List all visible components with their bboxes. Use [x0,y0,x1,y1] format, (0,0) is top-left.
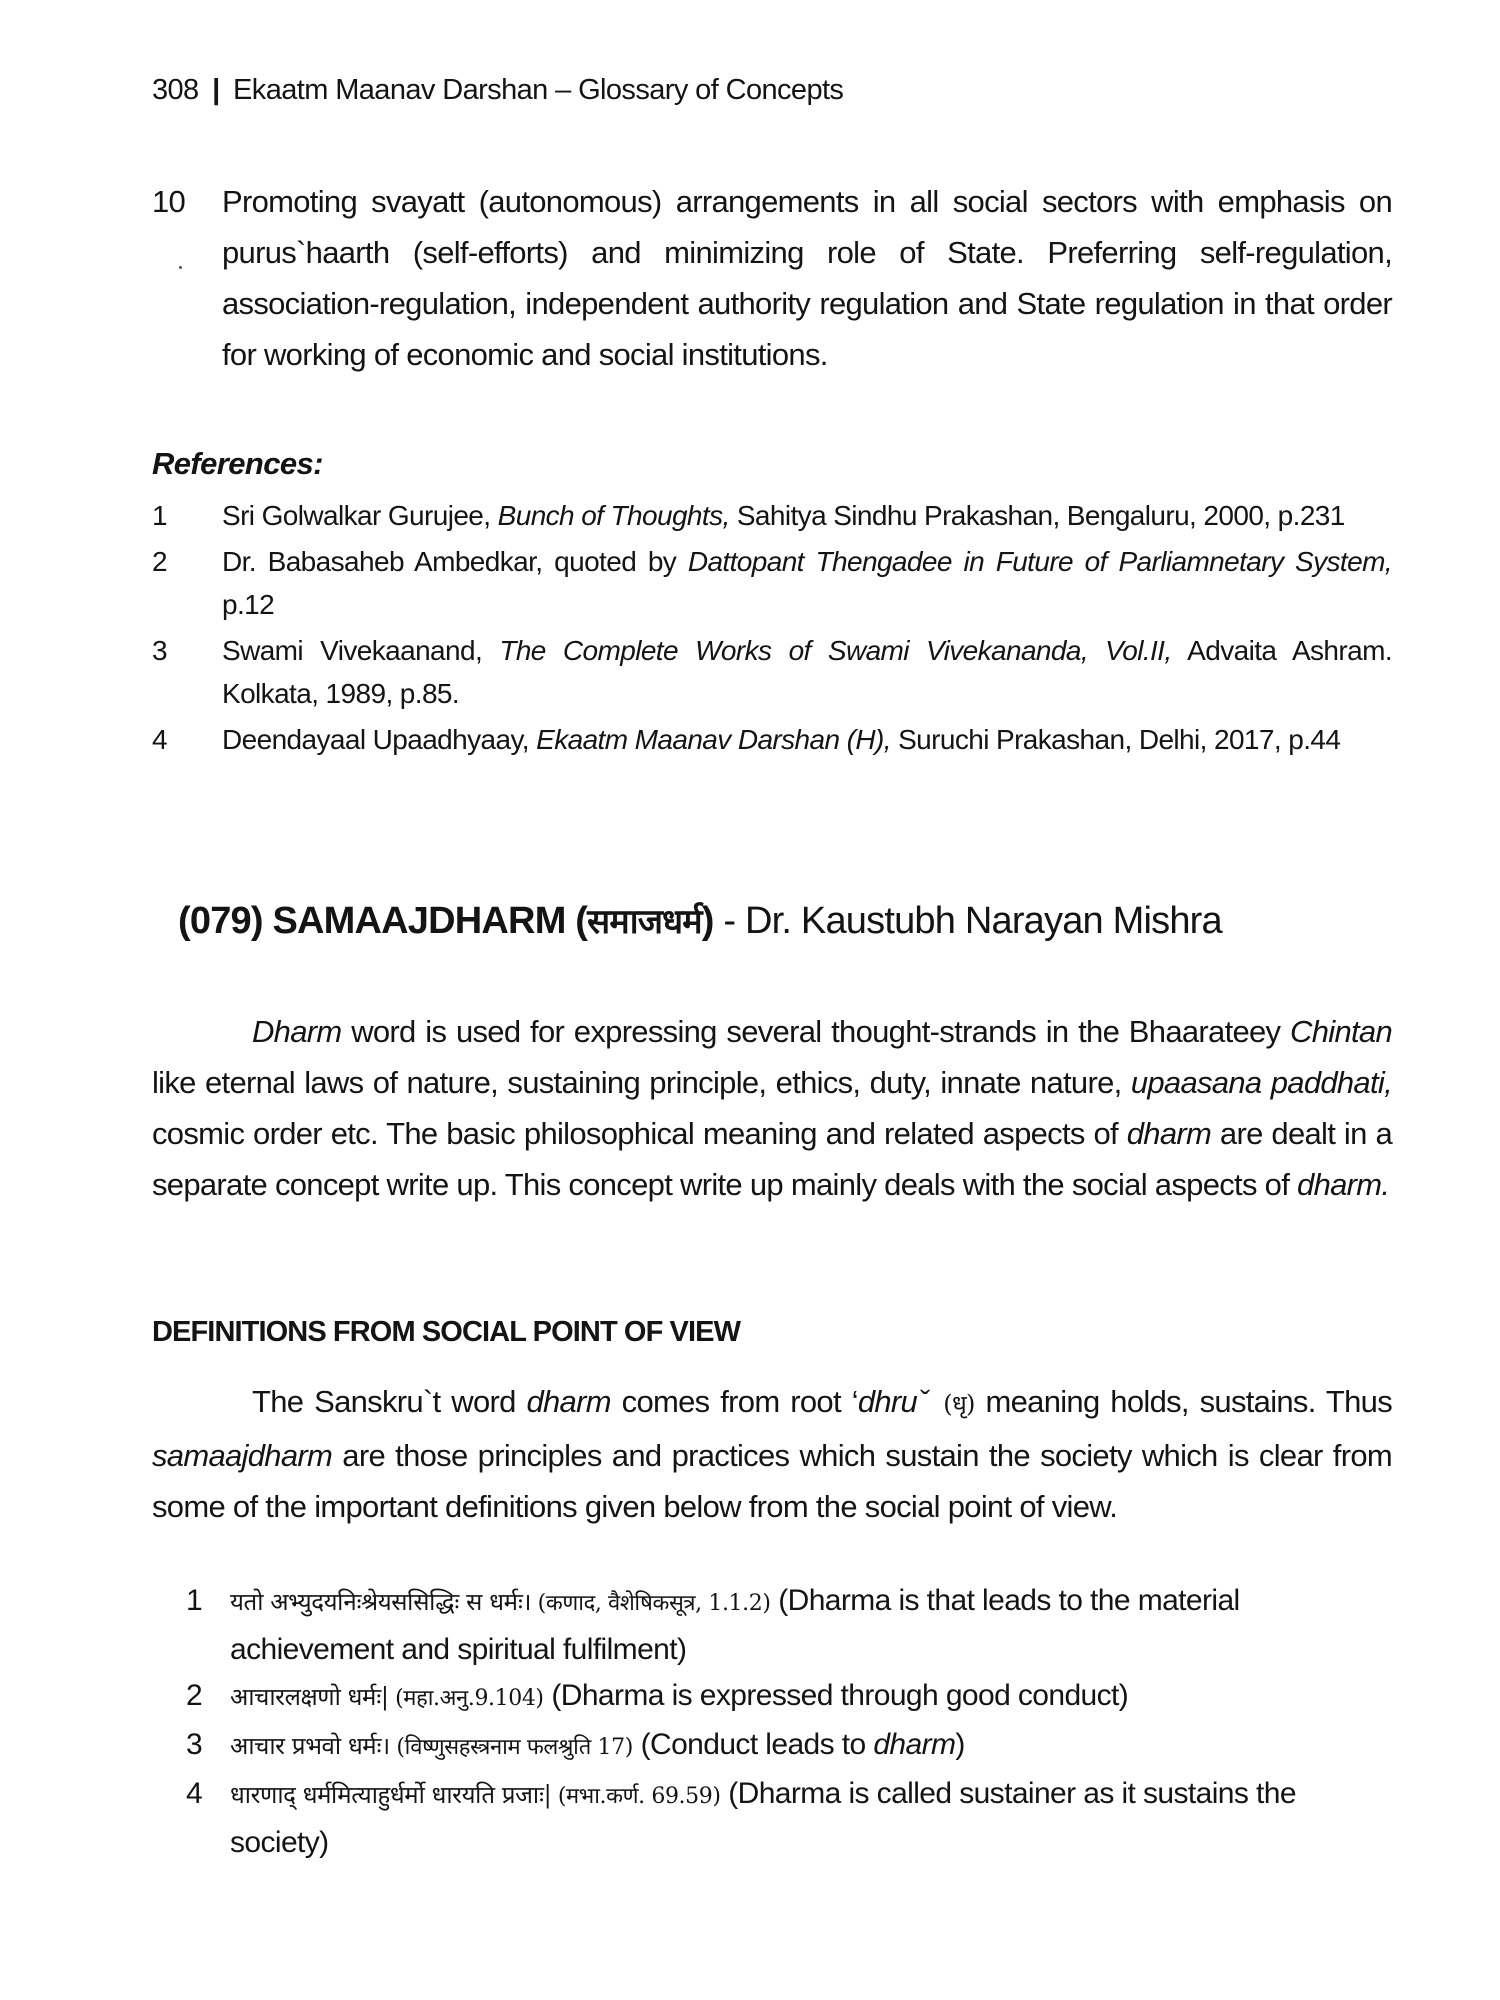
definition-item [186,1578,1392,1673]
section-author: - Dr. Kaustubh Narayan Mishra [713,900,1222,942]
reference-publication: Advaita Ashram. Kolkata, 1989, p.85. [222,635,1393,709]
definition-number: 3 [186,1728,203,1761]
sanskrit-verse: धारणाद् धर्ममित्याहुर्धर्मो धारयति प्रजाः| [230,1781,552,1809]
subsection-heading: DEFINITIONS FROM SOCIAL POINT OF VIEW [152,1316,741,1348]
reference-publication: p.12 [222,589,275,620]
reference-text [222,629,1392,715]
italic-term: Chintan [1290,1014,1392,1049]
list-item-text: Promoting svayatt (autonomous) arrangements in all social sectors with emphasis on purus`haarth (self-efforts) and minimizing role of State. Preferring self-regulation, association-regulation, independent authority regulation and State regulation in that order for working of economic and social institutions. [222,184,1392,372]
italic-term: dharm [873,1728,956,1761]
references-heading: References: [152,446,323,481]
text-run: word is used for expressing several thought-strands in the Bhaarateey [341,1014,1291,1049]
reference-author: Sri Golwalkar Gurujee, [222,500,498,531]
verse-source: (मभा.कर्ण. 69.59) [551,1784,721,1809]
definition-item [186,1673,1392,1722]
etymology-paragraph [152,1376,1392,1532]
text-run: comes from root ‘ [610,1384,858,1419]
running-header [152,74,843,107]
definition-text [230,1578,1392,1673]
reference-publication: Suruchi Prakashan, Delhi, 2017, p.44 [890,724,1341,755]
reference-number: 3 [152,635,167,666]
text-run: cosmic order etc. The basic philosophical meaning and related aspects of [152,1116,1127,1151]
verse-meaning: (Conduct leads to [632,1728,874,1761]
sanskrit-verse: आचारलक्षणो धर्मः| [230,1683,389,1711]
text-run: meaning holds, sustains. Thus [974,1384,1393,1419]
reference-work-title: Bunch of Thoughts, [497,500,730,531]
reference-item [152,718,1392,761]
reference-publication: Sahitya Sindhu Prakashan, Bengaluru, 2000, p.231 [729,500,1345,531]
scan-speck [179,266,182,269]
reference-number: 1 [152,500,167,531]
italic-term: dharm [1126,1116,1212,1151]
definition-item [186,1771,1392,1866]
text-run: The Sanskru`t word [252,1384,527,1419]
text-run: ˇ [917,1384,944,1419]
reference-item [152,494,1392,537]
page-number: 308 [152,74,199,106]
reference-author: Dr. Babasaheb Ambedkar, quoted by [222,546,688,577]
verse-source: (कणाद, वैशेषिकसूत्र, 1.1.2) [531,1591,771,1616]
sanskrit-verse: आचार प्रभवो धर्मः। [230,1732,390,1760]
text-run: are dealt in a separate concept write up. This concept write up mainly deals with the social aspects of [152,1116,1392,1202]
definition-text [230,1673,1392,1722]
references-list [152,494,1392,764]
section-title-close: ) [701,900,714,942]
reference-work-title: Dattopant Thengadee in Future of Parliamnetary System, [687,546,1392,577]
section-title-english: (079) SAMAAJDHARM ( [178,900,588,942]
book-title: Ekaatm Maanav Darshan – Glossary of Concepts [233,74,844,106]
reference-author: Swami Vivekaanand, [222,635,500,666]
verse-meaning-close: ) [955,1728,965,1761]
paragraph-text [152,1006,1392,1210]
italic-term: Dharm [252,1014,342,1049]
definition-number: 2 [186,1679,203,1712]
reference-number: 2 [152,546,167,577]
text-run: like eternal laws of nature, sustaining principle, ethics, duty, innate nature, [152,1065,1131,1100]
reference-work-title: The Complete Works of Swami Vivekananda, Vol.II, [499,635,1172,666]
intro-paragraph [152,1006,1392,1210]
reference-text [222,540,1392,626]
italic-term: upaasana paddhati, [1130,1065,1392,1100]
definition-item [186,1722,1392,1771]
verse-meaning: (Dharma is called sustainer as it sustains the society) [230,1777,1296,1859]
verse-source: (महा.अनु.9.104) [388,1686,544,1711]
reference-number: 4 [152,724,167,755]
reference-item [152,629,1392,715]
sanskrit-verse: यतो अभ्युदयनिःश्रेयससिद्धिः स धर्मः। [230,1588,532,1616]
definition-number: 4 [186,1777,203,1810]
header-separator: | [212,74,220,106]
verse-meaning: (Dharma is that leads to the material achievement and spiritual fulfilment) [230,1584,1240,1666]
italic-term: dharm. [1297,1167,1390,1202]
verse-source: (विष्णुसहस्त्रनाम फलश्रुति 17) [389,1735,633,1760]
carryover-list-item [152,176,1392,380]
section-title-devanagari: समाजधर्म [587,902,702,942]
italic-term: samaajdharm [152,1438,333,1473]
verse-meaning: (Dharma is expressed through good conduct) [543,1679,1129,1712]
text-run: are those principles and practices which sustain the society which is clear from some of the important definitions given below from the social point of view. [152,1438,1392,1524]
devanagari-root: (धृ) [943,1390,975,1418]
definition-text [230,1771,1392,1866]
italic-term: dhru [857,1384,918,1419]
reference-text [222,494,1392,537]
reference-text [222,718,1392,761]
definitions-list [186,1578,1392,1866]
paragraph-text [152,1376,1392,1532]
definition-text [230,1722,1392,1771]
section-title [178,897,1222,943]
reference-item [152,540,1392,626]
list-item-number: 10 [152,184,186,219]
definition-number: 1 [186,1584,203,1617]
reference-work-title: Ekaatm Maanav Darshan (H), [536,724,891,755]
italic-term: dharm [526,1384,611,1419]
reference-author: Deendayaal Upaadhyaay, [222,724,537,755]
